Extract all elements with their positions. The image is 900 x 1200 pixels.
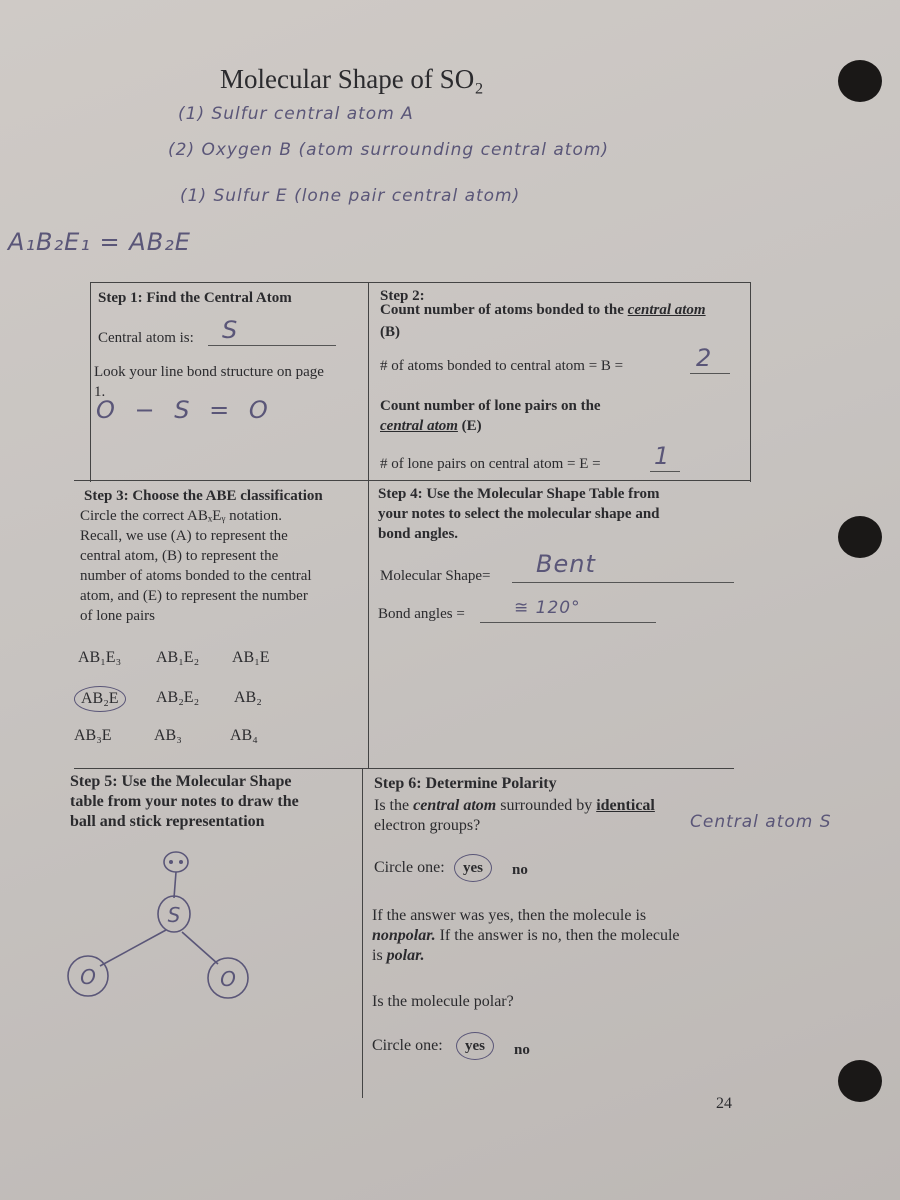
step6-heading: Step 6: Determine Polarity	[374, 775, 557, 792]
step2-central-atom-term: central atom	[627, 302, 706, 318]
circle-one-label-1: Circle one:	[374, 859, 445, 876]
option-ab2e2[interactable]: AB₂E₂	[156, 689, 200, 706]
step4-heading-line: bond angles.	[378, 526, 459, 542]
table-center-divider	[368, 282, 369, 768]
page-number: 24	[716, 1095, 732, 1112]
note-line-1: (1) Sulfur central atom A	[178, 104, 414, 124]
step5-heading-line: Step 5: Use the Molecular Shape	[70, 773, 292, 790]
lone-pair-lobe	[164, 852, 188, 872]
lone-pair-e-tag: (E)	[461, 418, 482, 434]
option-ab4[interactable]: AB₄	[230, 727, 258, 744]
polar-yes-circled[interactable]: yes	[456, 1032, 494, 1060]
question-pre: Is the	[374, 797, 410, 814]
step5-heading	[70, 772, 299, 832]
polarity-explanation	[372, 906, 752, 966]
bond-angle-label: Bond angles =	[378, 606, 465, 622]
table-bottom-divider	[362, 768, 363, 1098]
e-count-answer: 1	[654, 442, 671, 470]
line-bond-instruction: Look your line bond structure on page 1.	[94, 364, 324, 400]
step3-body-line: number of atoms bonded to the central	[80, 568, 312, 584]
page-title: Molecular Shape of SO₂	[220, 64, 484, 94]
identical-question	[374, 796, 655, 816]
step2-subheading-text: Count number of atoms bonded to the	[380, 302, 624, 318]
step3-body	[80, 506, 312, 626]
explanation-line-2	[372, 926, 752, 946]
explanation-line-1: If the answer was yes, then the molecule is	[372, 907, 647, 924]
step4-heading-line: your notes to select the molecular shape and	[378, 506, 660, 522]
step3-body-line: central atom, (B) to represent the	[80, 548, 279, 564]
lone-pair-subheading	[380, 416, 482, 436]
step2-subheading	[380, 300, 706, 320]
table-left-border	[90, 282, 91, 482]
binder-hole-top	[838, 60, 882, 102]
question-mid: surrounded by	[500, 797, 593, 814]
step2-heading: Step 2:	[380, 288, 425, 304]
step4-heading-line: Step 4: Use the Molecular Shape Table from	[378, 486, 660, 502]
e-count-label: # of lone pairs on central atom = E =	[380, 456, 601, 472]
central-atom-blank	[208, 345, 336, 346]
polar-no-option[interactable]: no	[514, 1042, 530, 1058]
polar-term: polar.	[386, 947, 425, 964]
question-identical: identical	[596, 797, 655, 814]
molecular-shape-label: Molecular Shape=	[380, 568, 491, 584]
table-row-divider-2	[74, 768, 734, 769]
option-ab1e3[interactable]: AB₁E₃	[78, 649, 122, 666]
option-ab2e-selected[interactable]: AB₂E	[74, 686, 126, 712]
table-top-border	[90, 282, 750, 283]
sulfur-label: S	[167, 903, 181, 927]
oxygen-label-right: O	[220, 967, 236, 991]
b-count-blank	[690, 373, 730, 374]
step3-body-line: of lone pairs	[80, 608, 155, 624]
lone-pair-central-term: central atom	[380, 418, 458, 434]
molecular-shape-blank	[512, 582, 734, 583]
e-count-blank	[650, 471, 680, 472]
polar-question: Is the molecule polar?	[372, 993, 514, 1010]
b-count-answer: 2	[696, 344, 713, 372]
step3-body-line: atom, and (E) to represent the number	[80, 588, 308, 604]
step3-body-line: Circle the correct ABₓEᵧ notation.	[80, 508, 283, 524]
molecular-shape-answer: Bent	[536, 550, 596, 578]
option-ab3e[interactable]: AB₃E	[74, 727, 112, 744]
step4-heading	[378, 484, 660, 544]
oxygen-label-left: O	[80, 965, 96, 989]
binder-hole-bottom	[838, 1060, 882, 1102]
bond-angle-answer: ≅ 120°	[514, 598, 581, 618]
b-count-label: # of atoms bonded to central atom = B =	[380, 358, 624, 374]
lewis-structure-sketch: O − S = O	[96, 396, 274, 424]
binder-hole-middle	[838, 516, 882, 558]
central-atom-answer: S	[222, 316, 239, 344]
identical-yes-circled[interactable]: yes	[454, 854, 492, 882]
ball-and-stick-drawing	[60, 840, 320, 1020]
note-line-3: (1) Sulfur E (lone pair central atom)	[180, 186, 521, 206]
step1-heading: Step 1: Find the Central Atom	[98, 290, 292, 306]
table-right-border	[750, 282, 751, 482]
step5-heading-line: table from your notes to draw the	[70, 793, 299, 810]
question-central-term: central atom	[413, 797, 497, 814]
option-ab3[interactable]: AB₃	[154, 727, 182, 744]
step3-heading: Step 3: Choose the ABE classification	[84, 488, 323, 504]
option-ab2[interactable]: AB₂	[234, 689, 262, 706]
note-line-2: (2) Oxygen B (atom surrounding central atom)	[168, 140, 610, 160]
central-atom-label: Central atom is:	[98, 330, 194, 346]
step2-b-tag: (B)	[380, 324, 400, 340]
lone-pair-heading: Count number of lone pairs on the	[380, 398, 601, 414]
option-ab1e[interactable]: AB₁E	[232, 649, 270, 666]
central-atom-margin-note: Central atom S	[690, 812, 832, 832]
identical-no-option[interactable]: no	[512, 862, 528, 878]
abe-formula-note: A₁B₂E₁ = AB₂E	[8, 228, 191, 256]
circle-one-label-2: Circle one:	[372, 1037, 443, 1054]
explanation-line-2-rest: If the answer is no, then the molecule	[435, 927, 680, 944]
step5-heading-line: ball and stick representation	[70, 813, 265, 830]
step3-body-line: Recall, we use (A) to represent the	[80, 528, 288, 544]
identical-question-end: electron groups?	[374, 817, 481, 834]
table-row-divider-1	[74, 480, 750, 481]
explanation-line-3-prefix: is	[372, 947, 387, 964]
option-ab1e2[interactable]: AB₁E₂	[156, 649, 200, 666]
explanation-line-3	[372, 946, 752, 966]
bond-angle-blank	[480, 622, 656, 623]
nonpolar-term: nonpolar.	[372, 927, 436, 944]
